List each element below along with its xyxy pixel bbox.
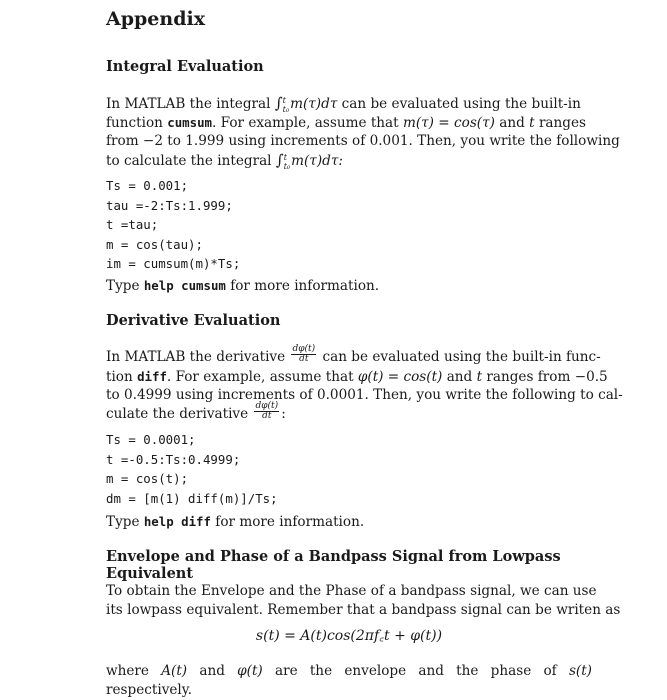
paragraph-line: To obtain the Envelope and the Phase of a bandpass signal, we can use — [106, 583, 597, 599]
inline-code: diff — [137, 369, 167, 384]
paragraph-line: In MATLAB the integral ∫ t t₀ m(τ)dτ can be evaluated using the built-in — [106, 94, 581, 114]
inline-math: m(τ) = cos(τ) — [402, 115, 495, 131]
derivative-fraction: $\frac{d\varphi(t)}{dt}$ — [292, 344, 316, 364]
section-heading-integral: Integral Evaluation — [106, 58, 264, 75]
inline-code: help diff — [143, 514, 211, 529]
paragraph-line: to 0.4999 using increments of 0.0001. Then, you write the following to cal- — [106, 387, 623, 403]
section-heading-derivative: Derivative Evaluation — [106, 312, 281, 329]
bandpass-equation: s(t) = A(t)cos(2πf꜀t + φ(t)) — [255, 628, 443, 644]
code-block-derivative: Ts = 0.0001; t =-0.5:Ts:0.4999; m = cos(t); dm = [m(1) diff(m)]/Ts; — [106, 432, 278, 506]
paragraph-line: its lowpass equivalent. Remember that a bandpass signal can be writen as — [106, 602, 621, 618]
integral-limits: t t₀ — [283, 152, 291, 171]
derivative-paragraph — [106, 344, 623, 424]
paragraph-line: from −2 to 1.999 using increments of 0.001. Then, you write the following — [106, 133, 620, 149]
integral-sign-icon: ∫ — [274, 94, 283, 112]
integral-paragraph — [106, 94, 620, 171]
inline-code: help cumsum — [143, 278, 226, 293]
paragraph-line: In MATLAB the derivative $\frac{d\varphi(t)}{dt}$ can be evaluated using the built-in func- — [106, 344, 601, 365]
paragraph-line: culate the derivative $\frac{d\varphi(t)}{dt}$ : — [106, 401, 286, 422]
inline-math: φ(t) = cos(t) — [357, 369, 443, 385]
inline-code: cumsum — [167, 115, 212, 130]
envelope-paragraph — [106, 582, 621, 620]
section-heading-envelope: Envelope and Phase of a Bandpass Signal from Lowpass Equivalent — [106, 548, 561, 582]
derivative-fraction: $\frac{d\varphi(t)}{dt}$ — [255, 401, 279, 421]
paragraph-line: tion diff. For example, assume that φ(t) = cos(t) and t ranges from −0.5 — [106, 369, 608, 385]
code-block-integral: Ts = 0.001; tau =-2:Ts:1.999; t =tau; m = cos(tau); im = cumsum(m)*Ts; — [106, 178, 241, 271]
paragraph-line: to calculate the integral ∫ t t₀ m(τ)dτ: — [106, 151, 343, 171]
help-line-derivative: Type help diff for more information. — [106, 514, 365, 530]
integral-sign-icon: ∫ — [275, 151, 284, 169]
paragraph-line: function cumsum. For example, assume that m(τ) = cos(τ) and t ranges — [106, 115, 587, 131]
closing-line: where A(t) and φ(t) are the envelope and the phase of s(t) respectively. — [106, 663, 592, 698]
integral-limits: t t₀ — [282, 95, 290, 114]
chapter-title: Appendix — [106, 8, 206, 30]
help-line-integral: Type help cumsum for more information. — [106, 278, 380, 294]
